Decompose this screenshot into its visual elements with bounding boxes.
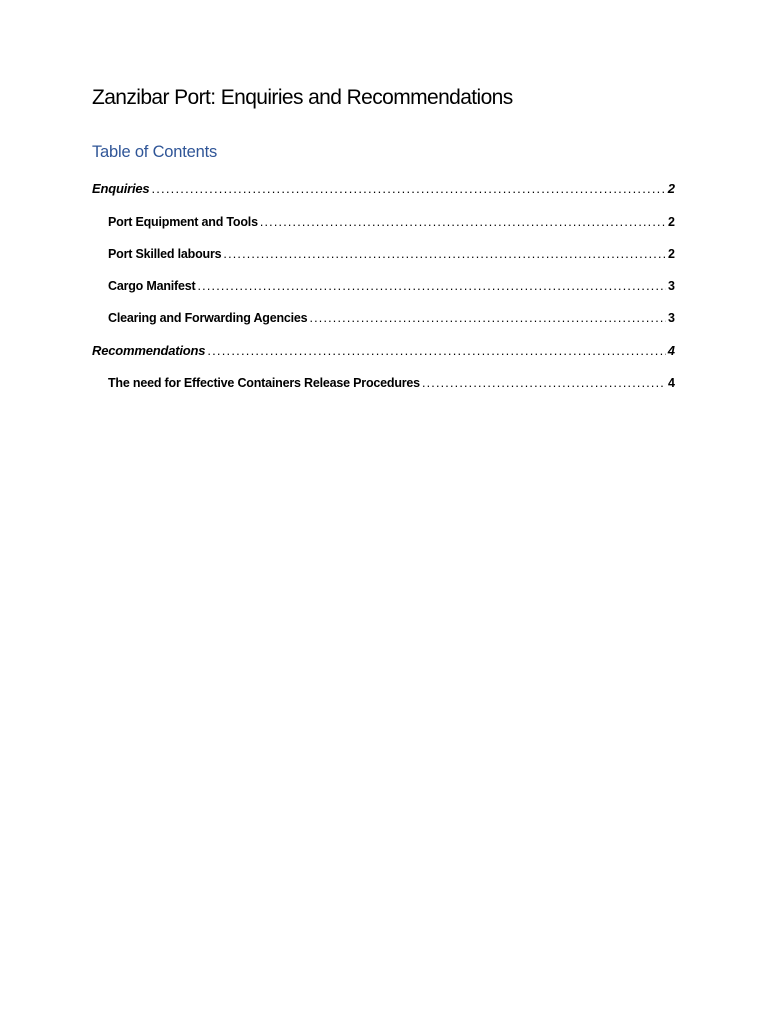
toc-dot-leader [309, 311, 666, 325]
toc-page-number: 3 [668, 311, 675, 325]
toc-entry-enquiries[interactable] [92, 181, 675, 196]
toc-dot-leader [260, 215, 666, 229]
toc-entry-label: Port Skilled labours [108, 247, 222, 261]
toc-page-number: 3 [668, 279, 675, 293]
toc-entry-effective-containers-release-procedures[interactable] [108, 376, 675, 390]
toc-entry-label: Clearing and Forwarding Agencies [108, 311, 308, 325]
toc-dot-leader [207, 343, 665, 358]
toc-heading: Table of Contents [92, 143, 218, 161]
toc-dot-leader [223, 247, 666, 261]
toc-entry-cargo-manifest[interactable] [108, 279, 675, 293]
toc-entry-label: Recommendations [92, 343, 206, 358]
toc-page-number: 4 [668, 376, 675, 390]
toc-entry-recommendations[interactable] [92, 343, 675, 358]
toc-entry-clearing-and-forwarding-agencies[interactable] [108, 311, 675, 325]
toc-entry-port-equipment-and-tools[interactable] [108, 215, 675, 229]
toc-page-number: 2 [667, 181, 675, 196]
toc-entry-label: Enquiries [92, 181, 150, 196]
toc-entry-label: Port Equipment and Tools [108, 215, 258, 229]
toc-page-number: 2 [668, 247, 675, 261]
toc-entry-port-skilled-labours[interactable] [108, 247, 675, 261]
toc-page-number: 2 [668, 215, 675, 229]
toc-dot-leader [422, 376, 666, 390]
toc-dot-leader [151, 181, 665, 196]
toc-page-number: 4 [667, 343, 675, 358]
toc-entry-label: The need for Effective Containers Release Procedures [108, 376, 420, 390]
toc-entry-label: Cargo Manifest [108, 279, 196, 293]
document-title: Zanzibar Port: Enquiries and Recommendations [92, 86, 513, 109]
toc-dot-leader [198, 279, 667, 293]
